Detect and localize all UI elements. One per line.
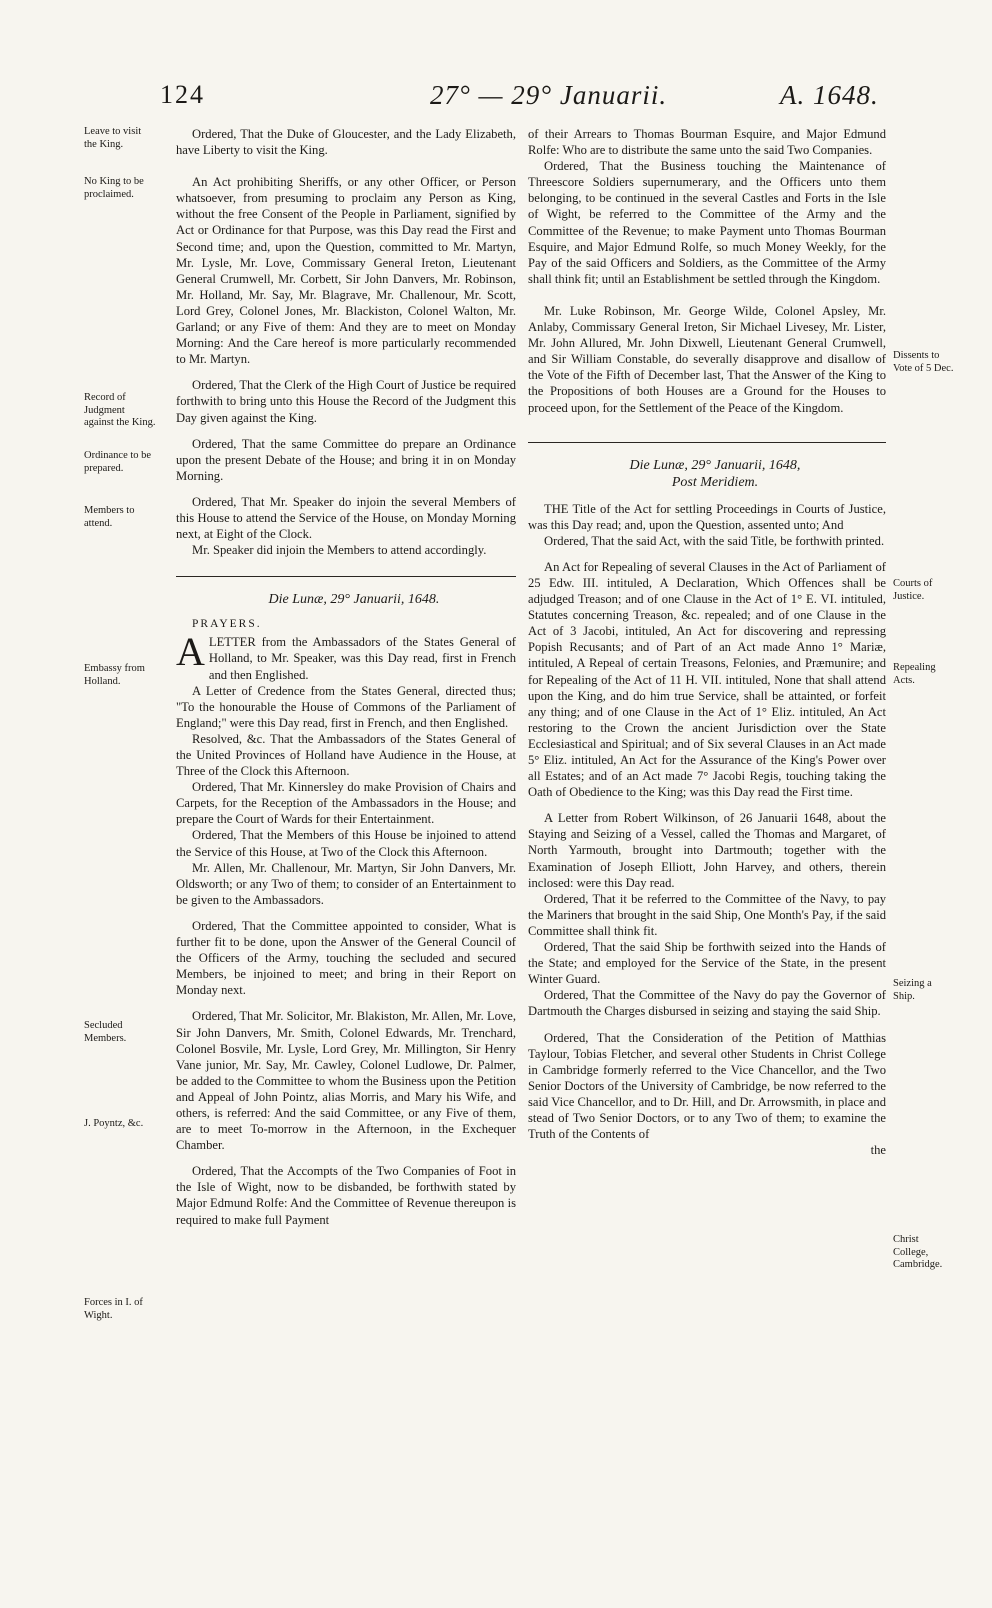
left-column xyxy=(176,126,516,1228)
section-heading: Die Lunæ, 29° Januarii, 1648, xyxy=(629,457,801,473)
paragraph: A Letter from Robert Wilkinson, of 26 Januarii 1648, about the Staying and Seizing of a Vessel, called the Thomas and Margaret, of North Yarmouth, brought into Dartmouth; together with the Examination of Joseph Elliott, John Harvey, and others, therein inclosed: were this Day read. xyxy=(528,811,886,890)
paragraph: Mr. Luke Robinson, Mr. George Wilde, Colonel Apsley, Mr. Anlaby, Commissary General Ireton, Sir Michael Livesey, Mr. Lister, Mr. John Allured, Mr. John Dixwell, Lieutenant General Crumwell, and Sir William Constable, do severally disapprove and disallow of the Vote of the Fifth of December last, That the Answer of the King to the Propositions of both Houses are a Ground for the Houses to proceed upon, for the Settlement of the Peace of the Kingdom. xyxy=(528,303,886,415)
paragraph xyxy=(176,629,516,682)
right-column xyxy=(528,126,886,1158)
paragraph: Ordered, That Mr. Kinnersley do make Provision of Chairs and Carpets, for the Reception of the Ambassadors in the House; and prepare the Court of Wards for their Entertainment. xyxy=(176,780,516,827)
paragraph: Ordered, That the Committee of the Navy do pay the Governor of Dartmouth the Charges disbursed in seizing and staying the said Ship. xyxy=(528,988,886,1019)
paragraph: Ordered, That the said Act, with the said Title, be forthwith printed. xyxy=(544,533,885,548)
paragraph: Ordered, That the same Committee do prepare an Ordinance upon the present Debate of the House; and bring it in on Monday Morning. xyxy=(176,436,516,483)
drop-cap: A xyxy=(176,629,205,675)
margin-note: Courts of Justice. xyxy=(893,578,933,602)
running-year: A. 1648. xyxy=(780,80,879,110)
paragraph: Ordered, That the Consideration of the Petition of Matthias Taylour, Tobias Fletcher, and several other Students in Christ College in Cambridge formerly referred to the Vice Chancellor, and the Two Senior Doctors of the University of Cambridge, be now referred to the said Vice Chancellor, and to Dr. Hill, and Dr. Arrowsmith, in place and stead of Two Senior Doctors, or to any Two of them; to examine the Truth of the Contents of xyxy=(528,1030,886,1142)
margin-note: Repealing Acts. xyxy=(893,662,936,686)
margin-note: Christ College, Cambridge. xyxy=(893,1234,943,1270)
margin-note: J. Poyntz, &c. xyxy=(84,1118,144,1129)
section-subheading: Post Meridiem. xyxy=(671,474,759,490)
margin-note: Record of Judgment against the King. xyxy=(84,392,156,428)
section-heading: Die Lunæ, 29° Januarii, 1648. xyxy=(268,592,440,608)
margin-note: Embassy from Holland. xyxy=(84,663,145,687)
section-rule xyxy=(176,576,516,577)
margin-note: Members to attend. xyxy=(84,505,135,529)
paragraph: Mr. Allen, Mr. Challenour, Mr. Martyn, Sir John Danvers, Mr. Oldsworth; or any Two of them; to consider of an Entertainment to be given to the Ambassadors. xyxy=(176,860,516,907)
paragraph: Ordered, That it be referred to the Committee of the Navy, to pay the Mariners that brought in the said Ship, One Month's Pay, if the said Committee shall think fit. xyxy=(528,891,886,938)
margin-note: Secluded Members. xyxy=(84,1020,127,1044)
paragraph: An Act prohibiting Sheriffs, or any other Officer, or Person whatsoever, from presuming to proclaim any Person as King, without the free Consent of the People in Parliament, signified by Act or Ordinance for that Purpose, was this Day read the First and Second time; and, upon the Question, committed to Mr. Martyn, Mr. Lysle, Mr. Love, Commissary General Ireton, Lieutenant General Crumwell, Mr. Corbett, Sir John Danvers, Mr. Robinson, Mr. Holland, Mr. Say, Mr. Blagrave, Mr. Challenour, Mr. Scott, Lord Grey, Colonel Jones, Mr. Blackiston, Colonel Walton, Mr. Garland; or any Five of them: And they are to meet on Monday Morning: And the Care hereof is more particularly recommended to Mr. Martyn. xyxy=(176,175,516,367)
margin-note: No King to be proclaimed. xyxy=(84,176,144,200)
paragraph: A Letter of Credence from the States General, directed thus; "To the honourable the House of Commons of the Parliament of England;" were this Day read, first in French, and then Englished. xyxy=(176,683,516,730)
paragraph: Ordered, That the Clerk of the High Court of Justice be required forthwith to bring unto this House the Record of the Judgment this Day given against the King. xyxy=(176,378,516,425)
paragraph: THE Title of the Act for settling Proceedings in Courts of Justice, was this Day read; and, upon the Question, assented unto; And xyxy=(528,501,886,532)
paragraph: Resolved, &c. That the Ambassadors of the States General of the United Provinces of Holland have Audience in the House, at Three of the Clock this Afternoon. xyxy=(176,731,516,779)
margin-note: Leave to visit the King. xyxy=(84,126,142,150)
paragraph: Ordered, That the said Ship be forthwith seized into the Hands of the State; and employed for the Service of the State, in the present Winter Guard. xyxy=(528,940,886,987)
margin-note: Dissents to Vote of 5 Dec. xyxy=(893,350,954,374)
margin-note: Ordinance to be prepared. xyxy=(84,450,152,474)
paragraph: An Act for Repealing of several Clauses in the Act of Parliament of 25 Edw. III. intituled, A Declaration, Which Offences shall be adjudged Treason; and of one Clause in the Act of 1° E. VI. intituled, Statutes concerning Treason, &c. repealed; and of one Clause in the Act of 3 Jacobi, intituled, An Act for discovering and repressing Popish Recusants; and of Part of an Act made Anno 1° Mariæ, intituled, A Repeal of certain Treasons, Felonies, and Præmunire; and for Repealing of the Act of 11 H. VII. intituled, None that shall attend upon the King, and do him true Service, shall be attainted, or forfeit any thing; and of one Clause in the Act of 1° Eliz. intituled, An Act restoring to the Crown the ancient Jurisdiction over the State Ecclesiastical and Spiritual; and of Six several Clauses in an Act made 5° Eliz. intituled, An Act for the Assurance of the King's Power over all Estates; and of an Act made 7° Jacobi Regis, touching taking the Oath of Obedience to the King; was this Day read the First time. xyxy=(528,559,886,800)
paragraph: Ordered, That Mr. Speaker do injoin the several Members of this House to attend the Service of the House, on Monday Morning next, at Eight of the Clock. xyxy=(176,494,516,542)
paragraph: Ordered, That the Business touching the Maintenance of Threescore Soldiers supernumerary, and the Officers unto them belonging, to be continued in the several Castles and Forts in the Isle of Wight, be referred to the Committee of the Army and the Committee of the Revenue; to make Payment unto Thomas Bourman Esquire, and Major Edmund Rolfe, so much Money Weekly, for the Pay of the said Officers and Soldiers, as the Committee of the Army shall think fit; until an Establishment be settled through the Kingdom. xyxy=(528,159,886,286)
paragraph: Ordered, That Mr. Solicitor, Mr. Blakiston, Mr. Allen, Mr. Love, Sir John Danvers, Mr. Smith, Colonel Edwards, Mr. Trenchard, Colonel Bosvile, Mr. Lysle, Lord Grey, Mr. Millington, Sir Henry Vane junior, Mr. Say, Mr. Cawley, Colonel Ludlowe, Dr. Palmer, be added to the Committee to whom the Business upon the Petition and Appeal of John Pointz, alias Morris, and Mary his Wife, and others, is referred: And the said Committee, or any Five of them, are to meet To-morrow in the Afternoon, in the Exchequer Chamber. xyxy=(176,1009,516,1153)
paragraph: Mr. Speaker did injoin the Members to attend accordingly. xyxy=(192,543,487,558)
running-date: 27° — 29° Januarii. xyxy=(430,80,668,110)
paragraph: Ordered, That the Committee appointed to consider, What is further fit to be done, upon the Answer of the General Council of the Officers of the Army, touching the secluded and secured Members, be injoined to meet; and bring in their Report on Monday next. xyxy=(176,918,516,998)
page-header xyxy=(0,80,992,120)
paragraph: Ordered, That the Members of this House be injoined to attend the Service of this House, at Two of the Clock this Afternoon. xyxy=(176,828,516,859)
paragraph-text: LETTER from the Ambassadors of the States General of Holland, to Mr. Speaker, was this Day read, first in French and then Englished. xyxy=(208,635,516,682)
paragraph: Ordered, That the Accompts of the Two Companies of Foot in the Isle of Wight, now to be disbanded, be forthwith stated by Major Edmund Rolfe: And the Committee of Revenue thereupon is required to make full Payment xyxy=(176,1164,516,1227)
margin-note: Forces in I. of Wight. xyxy=(84,1297,143,1321)
margin-note: Seizing a Ship. xyxy=(893,978,932,1002)
prayers-label: PRAYERS. xyxy=(192,618,262,631)
section-rule xyxy=(528,442,886,443)
page-number: 124 xyxy=(160,80,205,109)
catchword: the xyxy=(870,1143,886,1158)
paragraph: Ordered, That the Duke of Gloucester, and the Lady Elizabeth, have Liberty to visit the King. xyxy=(176,127,516,158)
paragraph: of their Arrears to Thomas Bourman Esquire, and Major Edmund Rolfe: Who are to distribute the same unto the said Two Companies. xyxy=(528,127,886,158)
